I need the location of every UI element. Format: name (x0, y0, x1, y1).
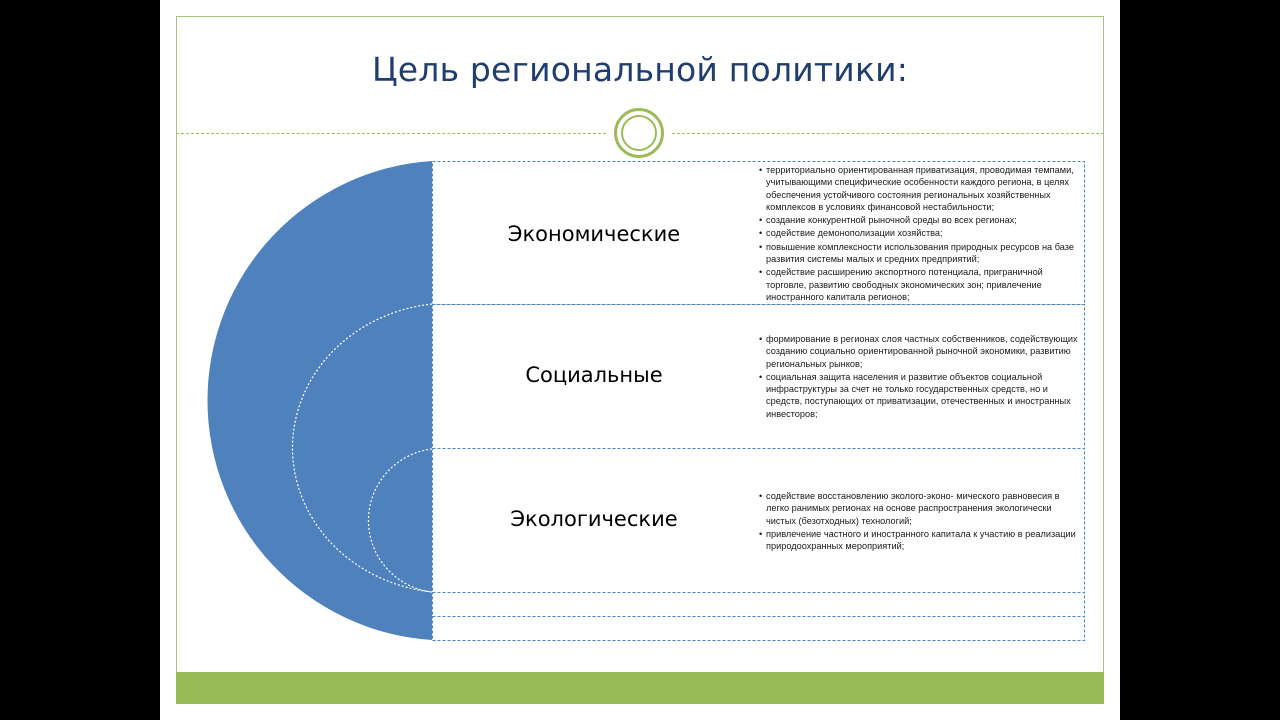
bullet-item: • социальная защита населения и развитие объектов социальной инфраструктуры за счет не только государственных средств, но и средств, поступающих от приватизации, отечественных и иностранных инвесторов; (759, 371, 1083, 420)
ecological-description (759, 490, 1083, 553)
bullet-item: • привлечение частного и иностранного капитала к участию в реализации природоохранных мероприятий; (759, 528, 1083, 553)
ecological-bullet-list (759, 490, 1083, 552)
bullet-item: • создание конкурентной рыночной среды во всех регионах; (759, 214, 1083, 226)
social-label: Социальные (525, 363, 663, 387)
empty-row-box-1 (433, 593, 1085, 617)
bullet-item: • содействие расширению экспортного потенциала, приграничной торговле, развитию свободных экономических зон; привлечение иностранного капитала регионов; (759, 266, 1083, 303)
bullet-item: • повышение комплексности использования природных ресурсов на базе развития системы малых и средних предприятий; (759, 241, 1083, 266)
social-bullet-list (759, 333, 1083, 420)
social-description (759, 333, 1083, 421)
economic-description (759, 164, 1083, 304)
outer-arc (207, 161, 432, 640)
footer-accent-bar (176, 672, 1104, 704)
economic-bullet-list (759, 164, 1083, 303)
bullet-item: • содействие восстановлению эколого-эконо- мического равновесия в легко ранимых регионах на основе распространения экологически чистых (безотходных) технологий; (759, 490, 1083, 527)
bullet-item: • территориально ориентированная приватизация, проводимая темпами, учитывающими специфические особенности каждого региона, в целях обеспечения устойчивого состояния региональных хозяйственных комплексов в условиях финансовой нестабильности; (759, 164, 1083, 213)
empty-row-box-2 (433, 617, 1085, 641)
ecological-label: Экологические (510, 507, 678, 531)
economic-label: Экономические (507, 222, 681, 246)
bullet-item: • содействие демонополизации хозяйства; (759, 227, 1083, 239)
bullet-item: • формирование в регионах слоя частных собственников, содействующих созданию социально ориентированной рыночной экономики, развитию региональных рынков; (759, 333, 1083, 370)
slide-title: Цель региональной политики: (371, 50, 909, 89)
